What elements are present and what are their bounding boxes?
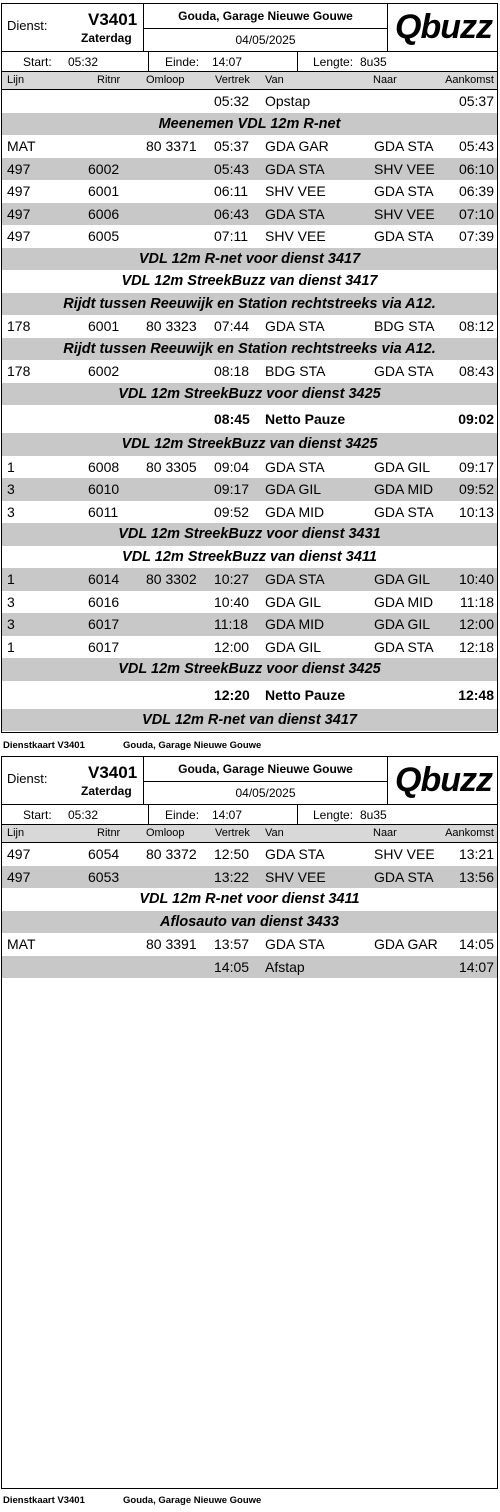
start-time: 05:32 [68,808,99,822]
dienst-label: Dienst: [7,771,48,786]
trip-line: 178 [7,318,31,334]
trip-block: 80 3391 [146,936,197,952]
trip-arrival: 09:52 [458,481,494,497]
section-banner: Rijdt tussen Reeuwijk en Station rechtstreeks via A12. [2,293,497,316]
trip-arrival: 07:10 [458,205,494,222]
trip-number: 6017 [88,638,120,655]
trip-to: GDA MID [374,481,434,497]
column-header [2,825,497,843]
card-header [2,4,497,52]
duty-card-page-1 [1,3,498,733]
trip-departure: 06:11 [214,183,248,199]
trip-arrival: 08:12 [458,318,494,334]
col-vertrek: Vertrek [215,827,250,839]
col-vertrek: Vertrek [215,74,250,86]
footer-label: Dienstkaart V3401 [3,1495,85,1506]
card-header [2,757,497,805]
duty-date: 04/05/2025 [235,33,296,47]
trip-block: 80 3371 [146,138,197,154]
trip-line: 497 [7,868,31,885]
trip-row [2,478,497,501]
length-value: 8u35 [360,55,387,69]
trip-from: GDA MID [265,616,325,632]
trip-from: SHV VEE [265,228,326,244]
end-time: 14:07 [212,808,243,822]
trip-departure: 10:27 [214,571,250,587]
trip-departure: 05:32 [214,93,250,109]
trip-to: GDA STA [374,228,434,244]
day-label: Zaterdag [81,31,132,45]
col-ritnr: Ritnr [97,74,121,86]
trip-arrival: 05:43 [458,138,494,154]
trip-arrival: 12:18 [458,638,494,655]
trip-to: BDG STA [374,318,435,334]
pause-label: Netto Pauze [265,411,346,427]
trip-from: GDA STA [265,160,325,177]
trip-number: 6005 [88,228,120,244]
trip-number: 6002 [88,363,120,379]
trip-to: SHV VEE [374,160,435,177]
trip-line: 178 [7,363,31,379]
footer-page-2 [3,1495,262,1506]
trip-from: GDA STA [265,571,325,587]
trip-to: GDA MID [374,593,434,610]
trip-line: 3 [7,616,15,632]
trip-arrival: 14:05 [458,936,494,952]
trip-departure: 07:11 [214,228,248,244]
trip-to: SHV VEE [374,846,435,862]
start-time: 05:32 [68,55,99,69]
section-banner: VDL 12m StreekBuzz voor dienst 3425 [2,658,497,681]
trip-departure: 09:52 [214,503,250,520]
trip-to: GDA STA [374,868,434,885]
pause-end: 12:48 [458,686,494,703]
pause-row [2,405,497,433]
trip-to: GDA STA [374,638,434,655]
end-time: 14:07 [212,55,243,69]
trip-from: GDA STA [265,458,325,475]
trip-number: 6008 [88,458,120,475]
qbuzz-logo: Qbuzz [395,8,492,46]
pause-start: 12:20 [214,686,250,703]
trip-from: BDG STA [265,363,326,379]
end-label: Einde: [165,55,200,69]
trip-line: 1 [7,571,15,587]
start-label: Start: [23,808,52,822]
trip-departure: 09:04 [214,458,250,475]
trip-list-page-2 [2,843,497,978]
end-label: Einde: [165,808,200,822]
length-label: Lengte: [313,808,354,822]
trip-row [2,866,497,889]
trip-from: GDA STA [265,205,325,222]
trip-from: GDA STA [265,318,325,334]
duty-meta [2,805,497,825]
trip-number: 6002 [88,160,120,177]
trip-row [2,203,497,226]
col-aankomst: Aankomst [445,74,494,86]
trip-from: GDA GIL [265,593,322,610]
col-van: Van [265,827,284,839]
trip-from: GDA MID [265,503,325,520]
trip-arrival: 14:07 [458,958,494,975]
trip-from: Afstap [265,958,305,975]
trip-departure: 11:18 [214,616,248,632]
trip-arrival: 06:10 [458,160,494,177]
trip-number: 6001 [88,318,120,334]
trip-row [2,360,497,383]
trip-number: 6001 [88,183,120,199]
trip-arrival: 13:56 [458,868,494,885]
length-value: 8u35 [360,808,387,822]
trip-arrival: 10:13 [458,503,494,520]
trip-row [2,135,497,158]
trip-line: 497 [7,183,31,199]
trip-to: GDA STA [374,363,434,379]
trip-row [2,315,497,338]
trip-departure: 12:00 [214,638,250,655]
trip-line: 1 [7,638,15,655]
trip-from: SHV VEE [265,183,326,199]
trip-to: GDA STA [374,138,434,154]
trip-departure: 14:05 [214,958,250,975]
trip-row [2,501,497,524]
trip-row [2,90,497,113]
trip-line: 3 [7,481,15,497]
trip-arrival: 06:39 [458,183,494,199]
col-ritnr: Ritnr [97,827,121,839]
trip-departure: 09:17 [214,481,250,497]
section-banner: VDL 12m StreekBuzz voor dienst 3425 [2,383,497,406]
trip-to: GDA GAR [374,936,438,952]
trip-from: SHV VEE [265,868,326,885]
trip-row [2,568,497,591]
trip-row [2,956,497,979]
length-label: Lengte: [313,55,354,69]
col-aankomst: Aankomst [445,827,494,839]
section-banner: Rijdt tussen Reeuwijk en Station rechtstreeks via A12. [2,338,497,361]
trip-block: 80 3305 [146,458,197,475]
trip-row [2,158,497,181]
trip-arrival: 05:37 [458,93,494,109]
dienst-label: Dienst: [7,18,48,33]
trip-row [2,613,497,636]
trip-from: GDA GIL [265,481,322,497]
trip-arrival: 12:00 [458,616,494,632]
dienst-code: V3401 [88,763,138,782]
section-banner: VDL 12m StreekBuzz van dienst 3417 [121,273,378,289]
trip-arrival: 11:18 [460,593,494,610]
trip-departure: 13:57 [214,936,250,952]
section-banner: Aflosauto van dienst 3433 [2,911,497,934]
footer-depot: Gouda, Garage Nieuwe Gouwe [123,740,262,751]
trip-from: GDA GIL [265,638,322,655]
trip-number: 6016 [88,593,120,610]
trip-line: MAT [7,138,36,154]
trip-number: 6006 [88,205,120,222]
trip-number: 6014 [88,571,120,587]
trip-departure: 05:43 [214,160,250,177]
col-naar: Naar [373,74,397,86]
trip-to: SHV VEE [374,205,435,222]
trip-arrival: 10:40 [458,571,494,587]
trip-row [2,843,497,866]
trip-number: 6054 [88,846,120,862]
section-banner: VDL 12m StreekBuzz van dienst 3411 [122,548,377,565]
trip-line: 1 [7,458,15,475]
trip-number: 6011 [88,503,119,520]
depot-name: Gouda, Garage Nieuwe Gouwe [178,762,353,776]
trip-to: GDA STA [374,503,434,520]
trip-line: 497 [7,160,31,177]
trip-line: 497 [7,846,31,862]
duty-date: 04/05/2025 [235,786,296,800]
trip-departure: 06:43 [214,205,250,222]
trip-row [2,933,497,956]
col-van: Van [265,74,284,86]
trip-line: 3 [7,503,15,520]
trip-from: GDA GAR [265,138,329,154]
start-label: Start: [23,55,52,69]
col-omloop: Omloop [146,827,185,839]
col-lijn: Lijn [7,827,25,839]
col-lijn: Lijn [7,74,25,86]
qbuzz-logo: Qbuzz [395,761,492,799]
section-banner: VDL 12m StreekBuzz van dienst 3425 [2,433,497,456]
trip-list-page-1 [2,90,497,731]
col-naar: Naar [373,827,397,839]
trip-arrival: 07:39 [458,228,494,244]
pause-label: Netto Pauze [265,686,346,703]
trip-row [2,591,497,614]
section-banner: VDL 12m R-net van dienst 3417 [2,709,497,732]
trip-departure: 13:22 [214,868,250,885]
trip-number: 6053 [88,868,120,885]
trip-departure: 05:37 [214,138,250,154]
trip-row [2,636,497,659]
day-label: Zaterdag [81,784,132,798]
trip-departure: 08:18 [214,363,250,379]
section-banner: Meenemen VDL 12m R-net [2,113,497,136]
trip-to: GDA STA [374,183,434,199]
trip-departure: 12:50 [214,846,250,862]
footer-page-1 [3,740,262,751]
trip-number: 6017 [88,616,120,632]
trip-block: 80 3372 [146,846,197,862]
trip-to: GDA GIL [374,616,431,632]
trip-arrival: 13:21 [458,846,494,862]
section-banner: VDL 12m R-net voor dienst 3417 [2,248,497,271]
trip-departure: 10:40 [214,593,250,610]
footer-depot: Gouda, Garage Nieuwe Gouwe [123,1495,262,1506]
trip-arrival: 08:43 [458,363,494,379]
trip-number: 6010 [88,481,120,497]
trip-block: 80 3302 [146,571,197,587]
duty-meta [2,52,497,72]
col-omloop: Omloop [146,74,185,86]
trip-block: 80 3323 [146,318,197,334]
trip-line: 497 [7,228,31,244]
trip-line: 3 [7,593,15,610]
trip-line: 497 [7,205,31,222]
dienst-code: V3401 [88,10,138,29]
section-banner: VDL 12m StreekBuzz voor dienst 3431 [2,523,497,546]
trip-row [2,180,497,203]
trip-line: MAT [7,936,36,952]
trip-from: Opstap [265,93,311,109]
pause-start: 08:45 [214,411,250,427]
footer-label: Dienstkaart V3401 [3,740,85,751]
pause-row [2,681,497,709]
duty-card-page-2 [1,756,498,1489]
trip-from: GDA STA [265,936,325,952]
pause-end: 09:02 [458,411,494,427]
section-banner: VDL 12m R-net voor dienst 3411 [139,891,360,907]
trip-arrival: 09:17 [458,458,494,475]
trip-row [2,456,497,479]
trip-to: GDA GIL [374,571,431,587]
trip-row [2,225,497,248]
depot-name: Gouda, Garage Nieuwe Gouwe [178,9,353,23]
trip-departure: 07:44 [214,318,250,334]
trip-to: GDA GIL [374,458,431,475]
column-header [2,72,497,90]
trip-from: GDA STA [265,846,325,862]
